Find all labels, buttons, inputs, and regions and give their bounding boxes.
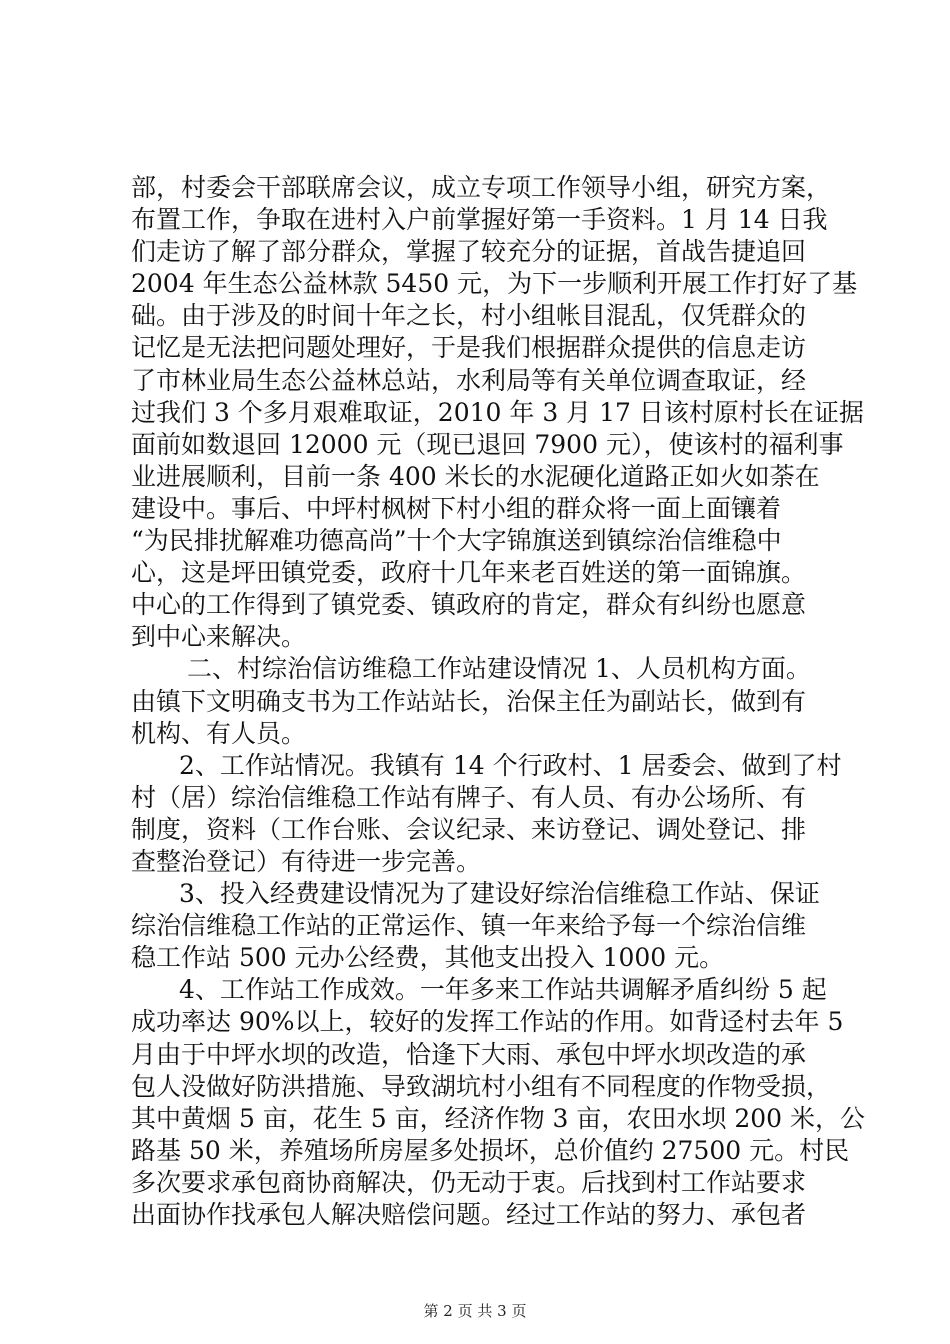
text-line: 多次要求承包商协商解决，仍无动于衷。后找到村工作站要求 [131,1167,807,1197]
text-line: 到中心来解决。 [131,622,307,652]
text-line: 查整治登记）有待进一步完善。 [131,846,482,876]
text-line: 了市林业局生态公益林总站，水利局等有关单位调查取证，经 [131,365,807,395]
text-line: 路基 50 米，养殖场所房屋多处损坏，总价值约 27500 元。村民 [131,1135,850,1165]
text-line: 成功率达 90%以上，较好的发挥工作站的作用。如背迳村去年 5 [131,1007,844,1037]
text-line: 包人没做好防洪措施、导致湖坑村小组有不同程度的作物受损， [131,1071,832,1101]
text-line: 心，这是坪田镇党委，政府十几年来老百姓送的第一面锦旗。 [131,558,807,588]
paragraph-start: 2、工作站情况。我镇有 14 个行政村、1 居委会、做到了村 [179,750,842,780]
text-line: 部，村委会干部联席会议，成立专项工作领导小组，研究方案， [131,173,832,202]
text-line: 月由于中坪水坝的改造，恰逢下大雨、承包中坪水坝改造的承 [131,1039,807,1069]
text-line: 由镇下文明确支书为工作站站长，治保主任为副站长，做到有 [131,686,807,716]
text-line: 记忆是无法把问题处理好，于是我们根据群众提供的信息走访 [131,333,807,363]
text-line: 础。由于涉及的时间十年之长，村小组帐目混乱，仅凭群众的 [131,301,807,331]
section-heading: 二、村综治信访维稳工作站建设情况 1、人员机构方面。 [187,654,811,684]
text-line: 机构、有人员。 [131,718,307,748]
text-line: 布置工作，争取在进村入户前掌握好第一手资料。1 月 14 日我 [131,205,828,235]
text-line: 其中黄烟 5 亩，花生 5 亩，经济作物 3 亩，农田水坝 200 米，公 [131,1103,866,1133]
text-line: 过我们 3 个多月艰难取证，2010 年 3 月 17 日该村原村长在证据 [131,397,864,427]
text-line: 建设中。事后、中坪村枫树下村小组的群众将一面上面镶着 [131,493,782,523]
text-line: 综治信维稳工作站的正常运作、镇一年来给予每一个综治信维 [131,911,807,941]
text-line: 2004 年生态公益林款 5450 元，为下一步顺利开展工作打好了基 [131,269,858,299]
text-line: 稳工作站 500 元办公经费，其他支出投入 1000 元。 [131,943,725,973]
text-line: 面前如数退回 12000 元（现已退回 7900 元），使该村的福利事 [131,429,844,459]
text-line: 中心的工作得到了镇党委、镇政府的肯定，群众有纠纷也愿意 [131,590,807,620]
text-line: 制度，资料（工作台账、会议纪录、来访登记、调处登记、排 [131,814,807,844]
document-body [131,172,866,1231]
text-line: 村（居）综治信维稳工作站有牌子、有人员、有办公场所、有 [131,782,807,812]
paragraph-start: 4、工作站工作成效。一年多来工作站共调解矛盾纠纷 5 起 [179,975,827,1005]
text-line: “为民排扰解难功德高尚”十个大字锦旗送到镇综治信维稳中 [131,526,782,556]
text-line: 业进展顺利，目前一条 400 米长的水泥硬化道路正如火如荼在 [131,461,820,491]
paragraph-start: 3、投入经费建设情况为了建设好综治信维稳工作站、保证 [179,879,820,909]
text-line: 出面协作找承包人解决赔偿问题。经过工作站的努力、承包者 [131,1200,807,1229]
page-footer: 第 2 页 共 3 页 [423,1302,527,1320]
text-line: 们走访了解了部分群众，掌握了较充分的证据，首战告捷追回 [131,237,807,267]
